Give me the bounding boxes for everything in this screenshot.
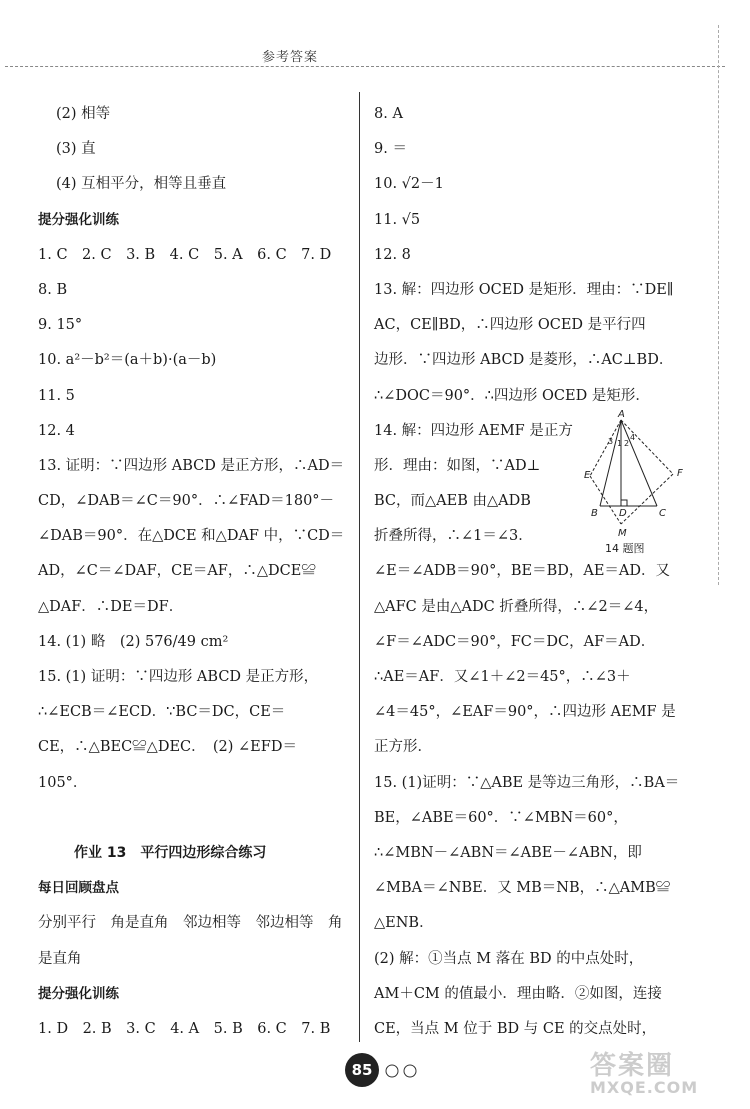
answer-line: 15. (1)证明：∵△ABE 是等边三角形，∴BA＝ [374,774,680,791]
segment-AE [590,420,621,476]
answer-line: 15. (1) 证明：∵四边形 ABCD 是正方形， [38,669,319,685]
right-column [374,97,692,1047]
answer-line: AM＋CM 的值最小．理由略．②如图，连接 [374,985,662,1002]
chapter-title: 作业 13 平行四边形综合练习 [74,844,267,861]
page-header [0,0,750,75]
answer-line: 分别平行 角是直角 邻边相等 邻边相等 角 [38,915,343,932]
label-D: D [619,508,627,519]
header-divider [5,66,725,67]
answer-line: 9. ＝ [374,141,407,158]
column-divider [359,92,360,1042]
answer-line: 11. 5 [38,387,75,404]
figure-14 [584,409,697,558]
answer-line: 1. C 2. C 3. B 4. C 5. A 6. C 7. D [38,246,332,263]
answer-line: ∠E＝∠ADB＝90°，BE＝BD，AE＝AD．又 [374,563,671,580]
angle-2-label: 2 [624,439,630,448]
answer-line: BC，而△AEB 由△ADB [374,493,531,510]
section-heading: 提分强化训练 [38,985,119,1002]
answer-line: 12. 8 [374,246,411,263]
watermark [590,1045,698,1097]
label-E: E [584,470,591,481]
answer-line: 105°． [38,774,88,791]
watermark-url: MXQE.COM [590,1078,699,1097]
answer-line: 1. D 2. B 3. C 4. A 5. B 6. C 7. B [38,1020,331,1037]
answer-line: CE，∴△BEC≌△DEC． (2) ∠EFD＝ [38,739,297,756]
label-M: M [618,528,627,539]
section-heading: 提分强化训练 [38,211,119,228]
answer-line: △AFC 是由△ADC 折叠所得，∴∠2＝∠4， [374,598,659,615]
geometry-diagram [584,409,697,543]
answer-line: ∴∠ECB＝∠ECD．∵BC＝DC，CE＝ [38,704,286,721]
answer-line: 14. 解：四边形 AEMF 是正方 [374,422,573,439]
label-B: B [591,508,598,519]
answer-line: 是直角 [38,950,82,967]
segment-AC [621,420,657,506]
answer-line: AD，∠C＝∠DAF，CE＝AF，∴△DCE≌ [38,563,316,580]
answer-line: (2) 相等 [56,106,111,122]
label-C: C [659,508,666,519]
watermark-logo-text: 答案圈 [590,1051,675,1081]
answer-line: 形．理由：如图，∵AD⊥ [374,457,541,474]
answer-line: (2) 解：①当点 M 落在 BD 的中点处时， [374,950,644,967]
answer-line: ∴∠MBN－∠ABN＝∠ABE－∠ABN，即 [374,844,642,861]
answer-line: 8. B [38,281,68,298]
answer-line: 9. 15° [38,317,83,334]
page-decoration-circles [384,1061,434,1081]
answer-line: 13. 证明：∵四边形 ABCD 是正方形，∴AD＝ [38,457,345,474]
answer-line: ∴AE＝AF．又∠1＋∠2＝45°，∴∠3＋ [374,669,631,685]
angle-4-label: 4 [630,433,636,442]
angle-3-label: 3 [608,437,614,446]
section-heading: 每日回顾盘点 [38,880,119,897]
segment-AB [600,420,621,506]
margin-dotted-line [718,25,719,585]
label-A: A [618,409,625,420]
answer-line: 折叠所得，∴∠1＝∠3． [374,528,533,545]
answer-line: △DAF．∴DE＝DF． [38,598,184,615]
page-number: 85 [345,1053,379,1087]
answer-line: (4) 互相平分，相等且垂直 [56,176,227,193]
answer-line: 边形．∵四边形 ABCD 是菱形，∴AC⊥BD． [374,352,674,369]
answer-line: ∠F＝∠ADC＝90°，FC＝DC，AF＝AD． [374,633,656,650]
spacer [38,801,350,836]
label-F: F [677,468,683,479]
answer-line: △ENB． [374,915,434,932]
answer-line: CD，∠DAB＝∠C＝90°．∴∠FAD＝180°－ [38,493,335,510]
right-angle-mark [621,500,627,506]
answer-line: ∴∠DOC＝90°．∴四边形 OCED 是矩形． [374,387,650,404]
answer-line: CE，当点 M 位于 BD 与 CE 的交点处时， [374,1020,657,1037]
answer-line: BE，∠ABE＝60°．∵∠MBN＝60°， [374,809,628,826]
answer-line: 8. A [374,106,403,122]
answer-line: (3) 直 [56,141,96,158]
figure-caption: 14 题图 [605,542,645,555]
answer-line: 10. √2－1 [374,176,444,193]
header-title: 参考答案 [262,50,319,65]
left-column [38,97,350,1047]
answer-line: 13. 解：四边形 OCED 是矩形．理由：∵DE∥ [374,281,674,298]
answer-line: ∠DAB＝90°．在△DCE 和△DAF 中，∵CD＝ [38,528,345,545]
answer-line: 11. √5 [374,211,421,228]
answer-line: AC，CE∥BD，∴四边形 OCED 是平行四 [374,317,646,334]
answer-line: 正方形． [374,739,432,756]
answer-line: ∠4＝45°，∠EAF＝90°，∴四边形 AEMF 是 [374,704,676,721]
answer-line: ∠MBA＝∠NBE．又 MB＝NB，∴△AMB≌ [374,880,671,897]
answer-line: 14. (1) 略 (2) 576/49 cm² [38,633,229,650]
answer-line: 10. a²－b²＝(a＋b)·(a－b) [38,352,217,369]
answer-line: 12. 4 [38,422,75,439]
angle-1-label: 1 [617,439,623,448]
